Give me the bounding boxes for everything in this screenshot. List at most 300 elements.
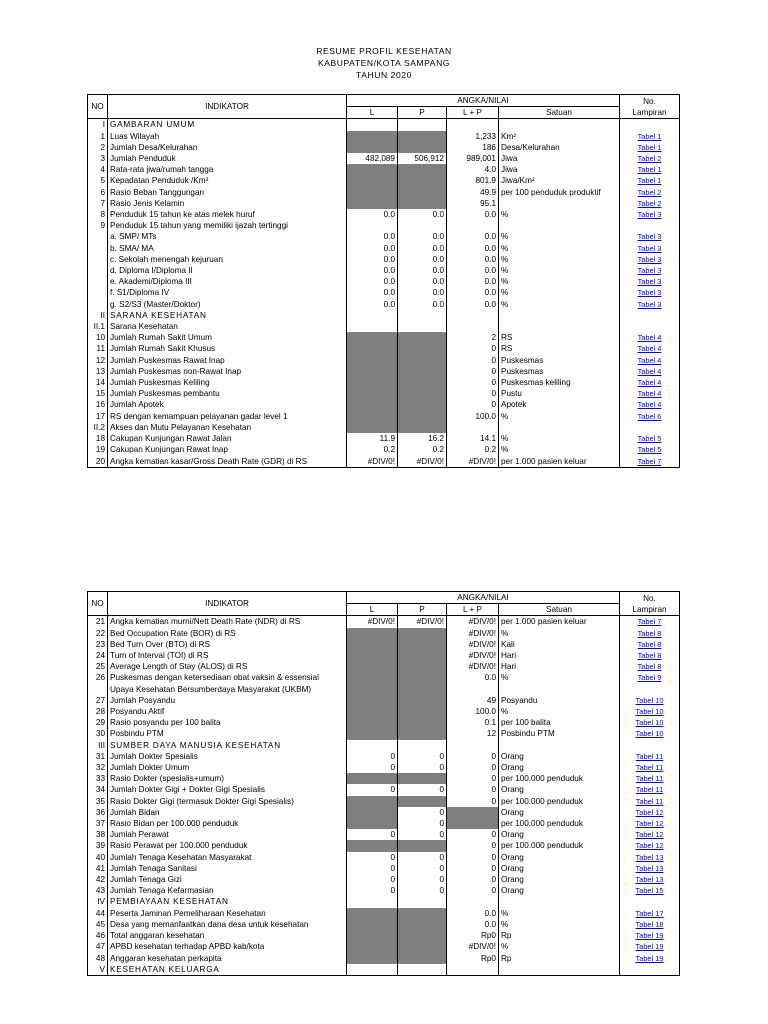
lampiran-link[interactable] — [620, 706, 680, 717]
row-number: 46 — [88, 930, 108, 941]
lampiran-link-text[interactable]: Tabel 7 — [637, 456, 662, 466]
lampiran-link-text[interactable]: Tabel 3 — [637, 232, 662, 242]
value-l: 0.0 — [347, 243, 398, 254]
value-p: 0 — [398, 885, 447, 896]
lampiran-link-text[interactable]: Tabel 9 — [637, 673, 662, 683]
header-lp: L + P — [447, 107, 499, 119]
lampiran-link[interactable] — [620, 829, 680, 840]
value-lp: 0 — [447, 829, 499, 840]
unit: % — [499, 265, 620, 276]
row-number: 8 — [88, 209, 108, 220]
lampiran-link[interactable] — [620, 142, 680, 153]
value-l: 0 — [347, 829, 398, 840]
unit: % — [499, 231, 620, 242]
value-l: 0 — [347, 885, 398, 896]
value-p: 0.0 — [398, 209, 447, 220]
lampiran-link-text[interactable]: Tabel 3 — [637, 299, 662, 309]
table-row — [88, 706, 680, 717]
value-l — [347, 661, 398, 672]
value-lp: 0 — [447, 751, 499, 762]
lampiran-link[interactable] — [620, 299, 680, 310]
header-l: L — [347, 107, 398, 119]
lampiran-link[interactable] — [620, 953, 680, 964]
value-l — [347, 740, 398, 751]
table-row — [88, 616, 680, 628]
lampiran-link-text[interactable]: Tabel 1 — [637, 131, 662, 141]
table-row — [88, 807, 680, 818]
lampiran-link-text[interactable]: Tabel 10 — [635, 718, 664, 728]
row-number: 35 — [88, 796, 108, 807]
value-p: 0 — [398, 852, 447, 863]
row-number — [88, 276, 108, 287]
lampiran-link-text[interactable]: Tabel 8 — [637, 651, 662, 661]
table-row — [88, 388, 680, 399]
lampiran-link[interactable] — [620, 784, 680, 795]
indicator-name: Jumlah Apotek — [108, 399, 347, 410]
lampiran-link-text[interactable]: Tabel 12 — [635, 841, 664, 851]
lampiran-link-text[interactable]: Tabel 1 — [637, 165, 662, 175]
row-number: IV — [88, 896, 108, 907]
indicator-name: Jumlah Tenaga Kesehatan Masyarakat — [108, 852, 347, 863]
lampiran-link[interactable] — [620, 343, 680, 354]
value-l — [347, 896, 398, 907]
unit: % — [499, 276, 620, 287]
table-row — [88, 119, 680, 131]
lampiran-link[interactable] — [620, 355, 680, 366]
unit: per 100.000 penduduk — [499, 840, 620, 851]
lampiran-link[interactable] — [620, 332, 680, 343]
row-number — [88, 287, 108, 298]
lampiran-link[interactable] — [620, 164, 680, 175]
lampiran-link[interactable] — [620, 388, 680, 399]
indicator-name: Jumlah Desa/Kelurahan — [108, 142, 347, 153]
lampiran-link[interactable] — [620, 919, 680, 930]
lampiran-link-text[interactable]: Tabel 1 — [637, 176, 662, 186]
value-p — [398, 941, 447, 952]
value-p — [398, 366, 447, 377]
header-lampiran: No. Lampiran — [620, 95, 680, 119]
lampiran-link[interactable] — [620, 231, 680, 242]
lampiran-link[interactable] — [620, 175, 680, 186]
lampiran-link-text[interactable]: Tabel 2 — [637, 154, 662, 164]
table-row — [88, 863, 680, 874]
report-year: TAHUN 2020 — [356, 70, 412, 80]
lampiran-link[interactable] — [620, 852, 680, 863]
value-l: 0.0 — [347, 231, 398, 242]
value-p: 0.0 — [398, 231, 447, 242]
lampiran-link-text[interactable]: Tabel 2 — [637, 198, 662, 208]
lampiran-link-text[interactable]: Tabel 5 — [637, 434, 662, 444]
value-lp: 100.0 — [447, 411, 499, 422]
row-number — [88, 231, 108, 242]
table-row — [88, 773, 680, 784]
table-row — [88, 728, 680, 739]
value-p — [398, 695, 447, 706]
lampiran-link[interactable] — [620, 187, 680, 198]
row-number: 9 — [88, 220, 108, 231]
lampiran-link-text[interactable]: Tabel 13 — [635, 863, 664, 873]
table-row — [88, 964, 680, 976]
table-row — [88, 930, 680, 941]
lampiran-link[interactable] — [620, 908, 680, 919]
value-l: 0 — [347, 762, 398, 773]
unit: % — [499, 444, 620, 455]
value-l — [347, 728, 398, 739]
value-l: 0.0 — [347, 209, 398, 220]
lampiran-link[interactable] — [620, 456, 680, 468]
indicator-name: KESEHATAN KELUARGA — [108, 964, 347, 976]
row-number: 48 — [88, 953, 108, 964]
lampiran-link[interactable] — [620, 153, 680, 164]
value-p — [398, 377, 447, 388]
value-p — [398, 142, 447, 153]
lampiran-link[interactable] — [620, 728, 680, 739]
indicator-name: Jumlah Puskesmas pembantu — [108, 388, 347, 399]
value-p: 506,912 — [398, 153, 447, 164]
table-row — [88, 784, 680, 795]
table-row — [88, 153, 680, 164]
table-row — [88, 343, 680, 354]
unit: Jiwa — [499, 153, 620, 164]
lampiran-link[interactable] — [620, 444, 680, 455]
lampiran-link[interactable] — [620, 885, 680, 896]
lampiran-link-text[interactable]: Tabel 4 — [637, 389, 662, 399]
value-lp: 0.2 — [447, 444, 499, 455]
header-lp: L + P — [447, 604, 499, 616]
lampiran-link — [620, 310, 680, 321]
row-number: 38 — [88, 829, 108, 840]
table-row — [88, 209, 680, 220]
value-lp: 2 — [447, 332, 499, 343]
value-lp: Rp0 — [447, 930, 499, 941]
lampiran-link-text[interactable]: Tabel 12 — [635, 819, 664, 829]
row-number — [88, 243, 108, 254]
lampiran-link[interactable] — [620, 276, 680, 287]
row-number: 5 — [88, 175, 108, 186]
row-number: 7 — [88, 198, 108, 209]
lampiran-link[interactable] — [620, 639, 680, 650]
value-lp — [447, 807, 499, 818]
value-lp: 0 — [447, 796, 499, 807]
value-l — [347, 717, 398, 728]
value-p — [398, 953, 447, 964]
value-l — [347, 142, 398, 153]
lampiran-link-text[interactable]: Tabel 11 — [635, 763, 664, 773]
value-l: 0.2 — [347, 444, 398, 455]
table-row — [88, 276, 680, 287]
table-row — [88, 751, 680, 762]
value-l — [347, 321, 398, 332]
lampiran-link-text[interactable]: Tabel 3 — [637, 254, 662, 264]
lampiran-link[interactable] — [620, 377, 680, 388]
lampiran-link-text[interactable]: Tabel 19 — [635, 931, 664, 941]
lampiran-link-text[interactable]: Tabel 13 — [635, 852, 664, 862]
value-p: 0 — [398, 751, 447, 762]
row-number: 27 — [88, 695, 108, 706]
value-lp: #DIV/0! — [447, 661, 499, 672]
row-number: 3 — [88, 153, 108, 164]
table-row — [88, 874, 680, 885]
table-row — [88, 433, 680, 444]
lampiran-link-text[interactable]: Tabel 4 — [637, 366, 662, 376]
value-l — [347, 773, 398, 784]
row-number: 12 — [88, 355, 108, 366]
lampiran-link-text[interactable]: Tabel 2 — [637, 187, 662, 197]
lampiran-link-text[interactable]: Tabel 3 — [637, 266, 662, 276]
value-p — [398, 399, 447, 410]
lampiran-link[interactable] — [620, 411, 680, 422]
value-l: 0 — [347, 852, 398, 863]
value-l — [347, 388, 398, 399]
value-p — [398, 220, 447, 231]
value-p — [398, 343, 447, 354]
indicator-name: Jumlah Tenaga Kefarmasian — [108, 885, 347, 896]
indicator-name: Peserta Jaminan Pemeliharaan Kesehatan — [108, 908, 347, 919]
lampiran-link-text[interactable]: Tabel 4 — [637, 333, 662, 343]
lampiran-link[interactable] — [620, 265, 680, 276]
lampiran-link-text[interactable]: Tabel 19 — [635, 942, 664, 952]
value-p: 0.0 — [398, 254, 447, 265]
lampiran-link-text[interactable]: Tabel 3 — [637, 210, 662, 220]
lampiran-link[interactable] — [620, 661, 680, 672]
lampiran-link[interactable] — [620, 399, 680, 410]
lampiran-link-text[interactable]: Tabel 17 — [635, 908, 664, 918]
lampiran-link[interactable] — [620, 650, 680, 661]
lampiran-link[interactable] — [620, 131, 680, 142]
indicator-name: Total anggaran kesehatan — [108, 930, 347, 941]
value-l — [347, 220, 398, 231]
lampiran-link[interactable] — [620, 717, 680, 728]
lampiran-link[interactable] — [620, 818, 680, 829]
value-l — [347, 818, 398, 829]
unit: Kali — [499, 639, 620, 650]
lampiran-link-text[interactable]: Tabel 18 — [635, 919, 664, 929]
value-l: 0.0 — [347, 287, 398, 298]
table-row — [88, 254, 680, 265]
lampiran-link[interactable] — [620, 209, 680, 220]
lampiran-link-text[interactable]: Tabel 11 — [635, 774, 664, 784]
indicator-name: Akses dan Mutu Pelayanan Kesehatan — [108, 422, 347, 433]
value-p — [398, 796, 447, 807]
value-l — [347, 639, 398, 650]
value-l — [347, 310, 398, 321]
lampiran-link[interactable] — [620, 695, 680, 706]
value-p: 0 — [398, 818, 447, 829]
value-p — [398, 661, 447, 672]
value-lp: #DIV/0! — [447, 628, 499, 639]
lampiran-link — [620, 119, 680, 131]
indicator-name: Jumlah Dokter Umum — [108, 762, 347, 773]
lampiran-link[interactable] — [620, 198, 680, 209]
lampiran-link[interactable] — [620, 366, 680, 377]
lampiran-link[interactable] — [620, 628, 680, 639]
value-l — [347, 164, 398, 175]
table-row — [88, 231, 680, 242]
value-l — [347, 119, 398, 131]
row-number — [88, 254, 108, 265]
lampiran-link-text[interactable]: Tabel 15 — [635, 886, 664, 896]
unit: Apotek — [499, 399, 620, 410]
lampiran-link[interactable] — [620, 751, 680, 762]
value-p — [398, 740, 447, 751]
lampiran-link[interactable] — [620, 796, 680, 807]
lampiran-link-text[interactable]: Tabel 4 — [637, 344, 662, 354]
lampiran-link[interactable] — [620, 616, 680, 628]
value-p — [398, 706, 447, 717]
lampiran-link[interactable] — [620, 863, 680, 874]
lampiran-link[interactable] — [620, 930, 680, 941]
lampiran-link-text[interactable]: Tabel 10 — [635, 729, 664, 739]
lampiran-link-text[interactable]: Tabel 11 — [635, 751, 664, 761]
table-row — [88, 265, 680, 276]
value-lp: 49.9 — [447, 187, 499, 198]
unit — [499, 896, 620, 907]
value-p: 0 — [398, 874, 447, 885]
indicator-name: SUMBER DAYA MANUSIA KESEHATAN — [108, 740, 347, 751]
lampiran-link[interactable] — [620, 773, 680, 784]
lampiran-link-text[interactable]: Tabel 6 — [637, 411, 662, 421]
unit — [499, 119, 620, 131]
value-lp — [447, 220, 499, 231]
value-lp: 989,001 — [447, 153, 499, 164]
indicator-name: c. Sekolah menengah kejuruan — [108, 254, 347, 265]
unit: % — [499, 411, 620, 422]
value-p — [398, 908, 447, 919]
indicator-name: GAMBARAN UMUM — [108, 119, 347, 131]
table-row — [88, 672, 680, 683]
lampiran-link-text[interactable]: Tabel 13 — [635, 875, 664, 885]
value-lp — [447, 740, 499, 751]
value-l: 0.0 — [347, 299, 398, 310]
value-lp — [447, 964, 499, 976]
value-lp: #DIV/0! — [447, 456, 499, 468]
row-number: 15 — [88, 388, 108, 399]
value-l: 11.9 — [347, 433, 398, 444]
row-number: 28 — [88, 706, 108, 717]
indicator-name: Sarana Kesehatan — [108, 321, 347, 332]
value-lp: 0 — [447, 784, 499, 795]
lampiran-link-text[interactable]: Tabel 3 — [637, 288, 662, 298]
table-row — [88, 142, 680, 153]
row-number: V — [88, 964, 108, 976]
lampiran-link-text[interactable]: Tabel 8 — [637, 628, 662, 638]
unit: RS — [499, 343, 620, 354]
row-number: II.1 — [88, 321, 108, 332]
indicator-name: Cakupan Kunjungan Rawat Inap — [108, 444, 347, 455]
value-p — [398, 119, 447, 131]
table-row — [88, 411, 680, 422]
lampiran-link-text[interactable]: Tabel 7 — [637, 617, 662, 627]
lampiran-link-text[interactable]: Tabel 11 — [635, 796, 664, 806]
lampiran-link-text[interactable]: Tabel 10 — [635, 695, 664, 705]
unit: Orang — [499, 751, 620, 762]
lampiran-link[interactable] — [620, 941, 680, 952]
lampiran-link-text[interactable]: Tabel 4 — [637, 355, 662, 365]
value-p — [398, 332, 447, 343]
indicator-name: Jumlah Puskesmas non-Rawat Inap — [108, 366, 347, 377]
unit: Puskesmas keliling — [499, 377, 620, 388]
header-satuan: Satuan — [499, 107, 620, 119]
unit: Puskesmas — [499, 355, 620, 366]
value-p — [398, 198, 447, 209]
row-number: 40 — [88, 852, 108, 863]
value-p — [398, 964, 447, 976]
unit: % — [499, 908, 620, 919]
lampiran-link[interactable] — [620, 243, 680, 254]
lampiran-link-text[interactable]: Tabel 3 — [637, 277, 662, 287]
lampiran-link-text[interactable]: Tabel 1 — [637, 142, 662, 152]
lampiran-link-text[interactable]: Tabel 4 — [637, 378, 662, 388]
lampiran-link-text[interactable]: Tabel 12 — [635, 830, 664, 840]
lampiran-link-text[interactable]: Tabel 8 — [637, 639, 662, 649]
unit — [499, 422, 620, 433]
value-lp — [447, 684, 499, 695]
value-lp: 0 — [447, 388, 499, 399]
lampiran-link-text[interactable]: Tabel 11 — [635, 785, 664, 795]
lampiran-link[interactable] — [620, 762, 680, 773]
lampiran-link-text[interactable]: Tabel 10 — [635, 707, 664, 717]
row-number: 37 — [88, 818, 108, 829]
lampiran-link-text[interactable]: Tabel 12 — [635, 807, 664, 817]
table-row — [88, 321, 680, 332]
lampiran-link-text[interactable]: Tabel 19 — [635, 953, 664, 963]
lampiran-link — [620, 321, 680, 332]
lampiran-link[interactable] — [620, 254, 680, 265]
unit: Posyandu — [499, 695, 620, 706]
header-p: P — [398, 604, 447, 616]
value-p — [398, 650, 447, 661]
row-number: 4 — [88, 164, 108, 175]
row-number: 39 — [88, 840, 108, 851]
lampiran-link-text[interactable]: Tabel 5 — [637, 445, 662, 455]
value-l — [347, 840, 398, 851]
lampiran-link[interactable] — [620, 840, 680, 851]
value-l: 0 — [347, 874, 398, 885]
row-number: 26 — [88, 672, 108, 683]
table-row — [88, 422, 680, 433]
lampiran-link[interactable] — [620, 874, 680, 885]
row-number: 31 — [88, 751, 108, 762]
indicator-name: f. S1/Diploma IV — [108, 287, 347, 298]
value-lp: 0.0 — [447, 672, 499, 683]
value-p — [398, 717, 447, 728]
lampiran-link[interactable] — [620, 672, 680, 683]
value-lp: 186 — [447, 142, 499, 153]
indicator-name: Jumlah Rumah Sakit Umum — [108, 332, 347, 343]
table-row — [88, 852, 680, 863]
lampiran-link-text[interactable]: Tabel 3 — [637, 243, 662, 253]
indicator-name: Angka kematian murni/Nett Death Rate (NDR) di RS — [108, 616, 347, 628]
unit: Rp — [499, 953, 620, 964]
unit: Posbindu PTM — [499, 728, 620, 739]
row-number: I — [88, 119, 108, 131]
lampiran-link[interactable] — [620, 807, 680, 818]
indicator-name: Rasio posyandu per 100 balita — [108, 717, 347, 728]
value-p: 0 — [398, 829, 447, 840]
lampiran-link[interactable] — [620, 433, 680, 444]
indicator-name: Jumlah Rumah Sakit Khusus — [108, 343, 347, 354]
indicator-name: Cakupan Kunjungan Rawat Jalan — [108, 433, 347, 444]
lampiran-link-text[interactable]: Tabel 8 — [637, 662, 662, 672]
value-p: 0.0 — [398, 287, 447, 298]
lampiran-link — [620, 964, 680, 976]
indicator-name: Jumlah Tenaga Gizi — [108, 874, 347, 885]
indicator-name: b. SMA/ MA — [108, 243, 347, 254]
lampiran-link[interactable] — [620, 287, 680, 298]
lampiran-link-text[interactable]: Tabel 4 — [637, 400, 662, 410]
unit — [499, 964, 620, 976]
row-number: 23 — [88, 639, 108, 650]
